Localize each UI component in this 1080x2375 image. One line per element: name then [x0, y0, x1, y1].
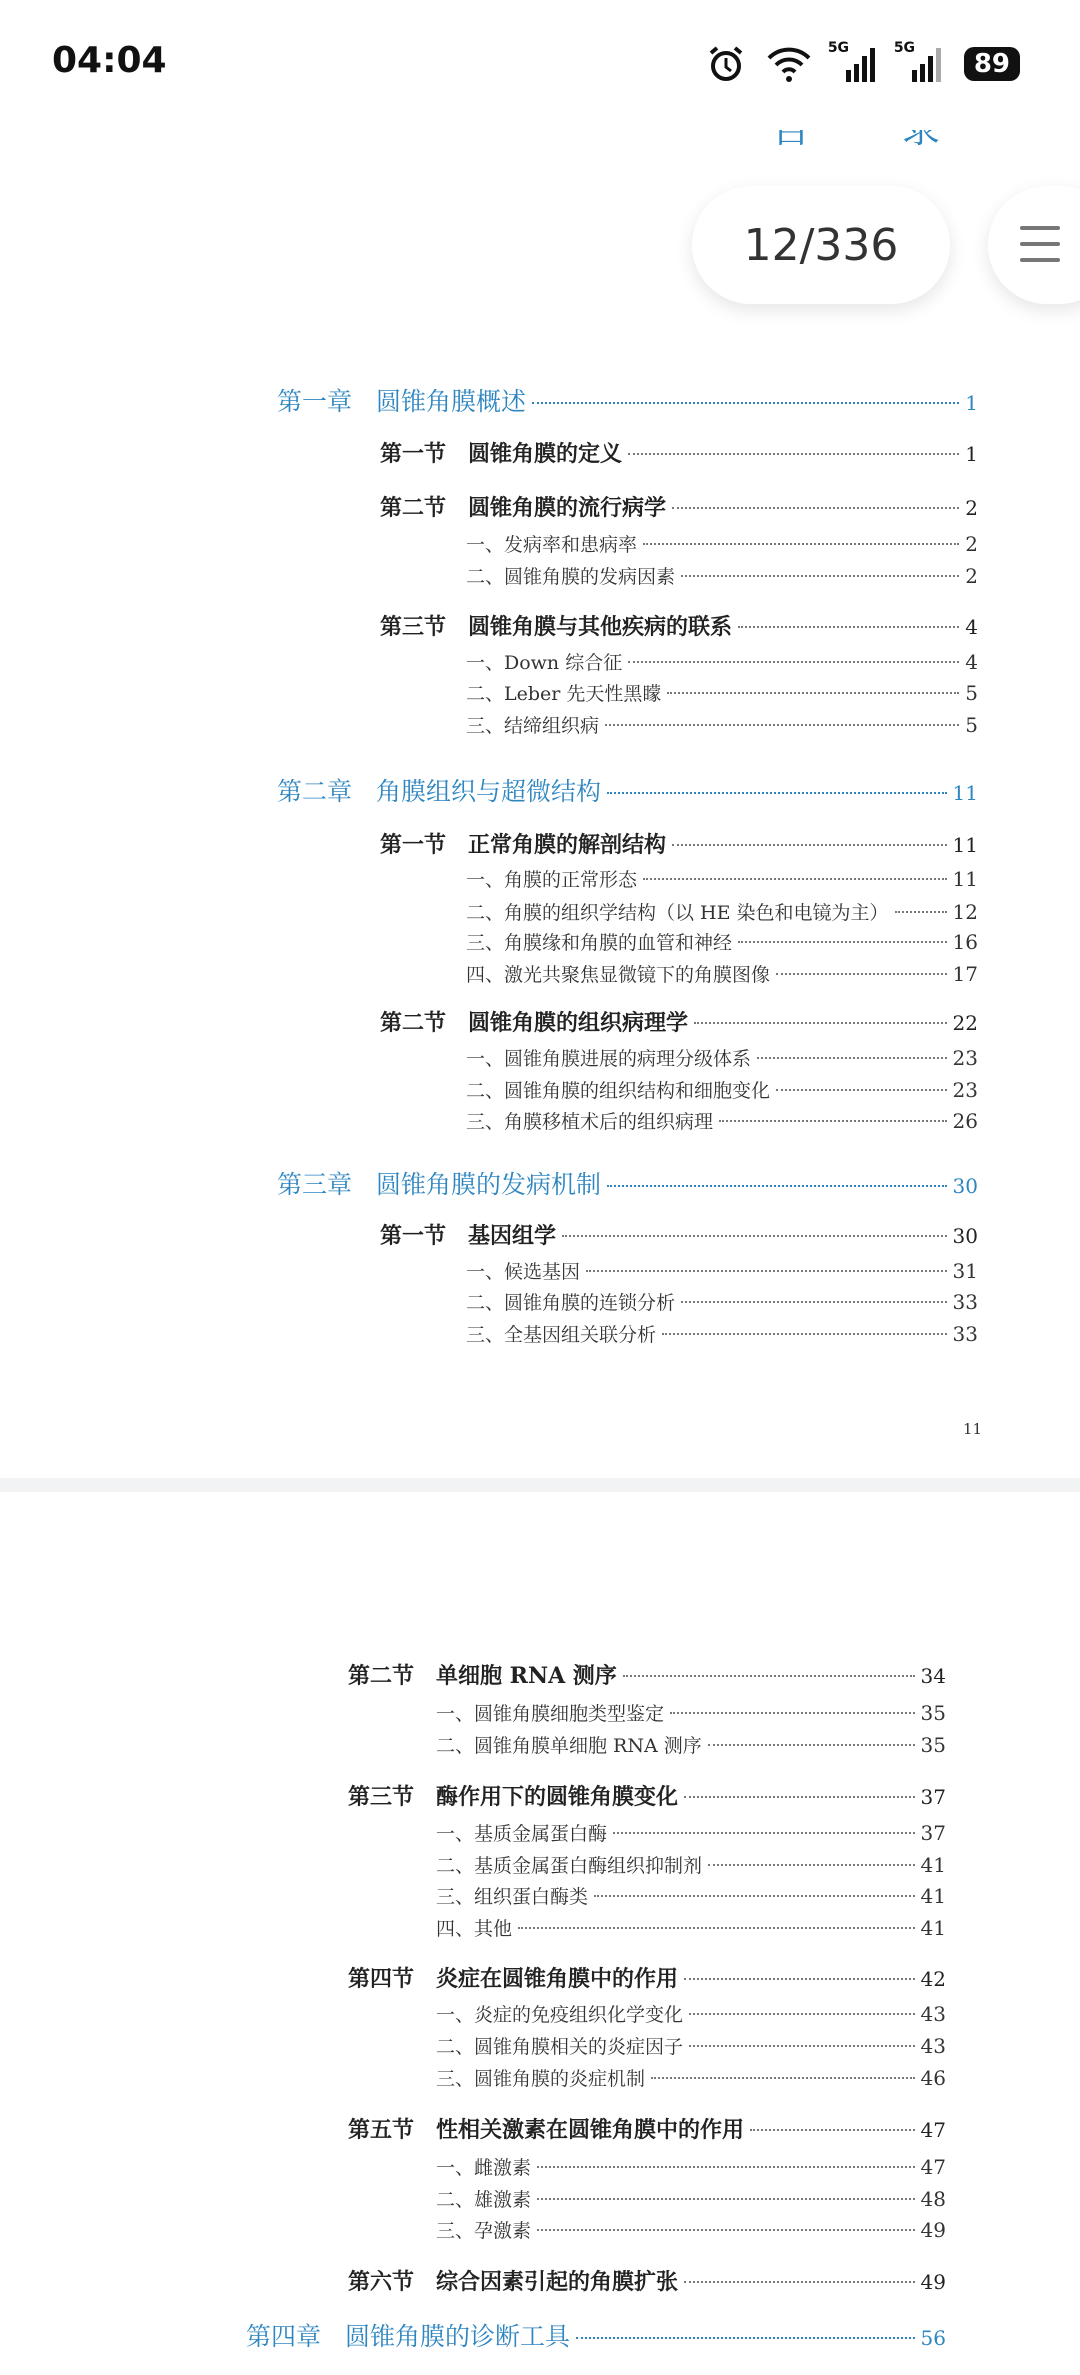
toc-entry-title: 二、Leber 先天性黑矇 — [466, 683, 662, 705]
toc-item[interactable] — [436, 2185, 946, 2212]
dotted-leader — [537, 2229, 915, 2231]
toc-entry-page: 23 — [952, 1046, 978, 1070]
toc-entry-title: 单细胞 RNA 测序 — [436, 1663, 617, 1689]
dotted-leader — [684, 1796, 915, 1798]
toc-entry-title: 正常角膜的解剖结构 — [468, 832, 667, 858]
toc-item[interactable] — [466, 960, 978, 987]
toc-entry-page: 22 — [952, 1011, 978, 1035]
signal-icon: 5G — [898, 44, 944, 84]
toc-entry-title: 基因组学 — [468, 1223, 557, 1249]
toc-entry-page: 11 — [952, 833, 978, 857]
signal-icon: 5G — [832, 44, 878, 84]
dotted-leader — [537, 2166, 915, 2168]
dotted-leader — [681, 1301, 947, 1303]
toc-entry-title: 一、发病率和患病率 — [466, 534, 638, 556]
dotted-leader — [576, 2337, 915, 2339]
dotted-leader — [694, 1022, 947, 1024]
dotted-leader — [670, 1712, 915, 1714]
toc-entry-title: 二、基质金属蛋白酶组织抑制剂 — [436, 1855, 703, 1877]
dotted-leader — [672, 507, 959, 509]
toc-entry-page: 4 — [965, 615, 978, 639]
dotted-leader — [757, 1057, 947, 1059]
toc-section[interactable] — [348, 2265, 946, 2296]
toc-item[interactable] — [436, 1882, 946, 1909]
toc-page-2[interactable] — [0, 1492, 1080, 2375]
dotted-leader — [643, 878, 947, 880]
toc-section[interactable] — [348, 2113, 946, 2144]
toc-entry-page: 2 — [965, 496, 978, 520]
dotted-leader — [895, 911, 947, 913]
toc-entry-number: 第四章 — [246, 2322, 322, 2351]
toc-section[interactable] — [348, 1659, 946, 1690]
toc-item[interactable] — [466, 1076, 978, 1103]
dotted-leader — [628, 453, 959, 455]
toc-entry-title: 酶作用下的圆锥角膜变化 — [436, 1784, 679, 1810]
toc-entry-title: 一、炎症的免疫组织化学变化 — [436, 2004, 684, 2026]
toc-entry-page: 41 — [920, 1916, 946, 1940]
toc-entry-title: 一、候选基因 — [466, 1261, 581, 1283]
toc-entry-page: 41 — [920, 1884, 946, 1908]
dotted-leader — [719, 1120, 947, 1122]
toc-section[interactable] — [348, 1962, 946, 1993]
page-footer-number: 11 — [963, 1420, 983, 1438]
toc-entry-title: 二、雄激素 — [436, 2189, 532, 2211]
toc-entry-title: 四、其他 — [436, 1918, 513, 1940]
toc-item[interactable] — [466, 530, 978, 557]
toc-entry-title: 三、组织蛋白酶类 — [436, 1886, 589, 1908]
dotted-leader — [738, 941, 947, 943]
dotted-leader — [651, 2077, 915, 2079]
toc-entry-page: 34 — [920, 1664, 946, 1688]
dotted-leader — [607, 1185, 947, 1187]
toc-entry-page: 46 — [920, 2066, 946, 2090]
dotted-leader — [689, 2013, 915, 2015]
toc-item[interactable] — [466, 1320, 978, 1347]
toc-entry-title: 一、Down 综合征 — [466, 652, 623, 674]
toc-entry-page: 17 — [952, 962, 978, 986]
toc-entry-title: 三、全基因组关联分析 — [466, 1324, 657, 1346]
toc-item[interactable] — [436, 2000, 946, 2027]
toc-chapter[interactable] — [277, 772, 978, 808]
toc-chapter[interactable] — [246, 2317, 946, 2353]
toc-entry-page: 56 — [920, 2326, 946, 2350]
dotted-leader — [643, 543, 959, 545]
toc-entry-page: 23 — [952, 1078, 978, 1102]
dotted-leader — [681, 575, 959, 577]
dotted-leader — [708, 1744, 915, 1746]
toc-item[interactable] — [466, 648, 978, 675]
dotted-leader — [607, 792, 947, 794]
toc-entry-title: 性相关激素在圆锥角膜中的作用 — [436, 2117, 745, 2143]
toc-entry-number: 第一节 — [380, 1223, 447, 1249]
dotted-leader — [708, 1864, 915, 1866]
toc-item[interactable] — [466, 898, 978, 925]
dotted-leader — [613, 1832, 915, 1834]
toc-item[interactable] — [436, 2216, 946, 2243]
toc-entry-title: 圆锥角膜的流行病学 — [468, 495, 667, 521]
toc-entry-number: 第一节 — [380, 441, 447, 467]
dotted-leader — [776, 1089, 947, 1091]
toc-entry-page: 30 — [952, 1174, 978, 1198]
toc-entry-page: 1 — [965, 391, 978, 415]
page-indicator[interactable]: 12/336 — [692, 186, 950, 304]
toc-item[interactable] — [466, 865, 978, 892]
toc-chapter[interactable] — [277, 1165, 978, 1201]
status-time: 04:04 — [52, 40, 167, 81]
toc-item[interactable] — [466, 711, 978, 738]
toc-entry-page: 33 — [952, 1290, 978, 1314]
toc-entry-page: 16 — [952, 930, 978, 954]
toc-entry-title: 三、结缔组织病 — [466, 715, 600, 737]
battery-icon: 89 — [964, 47, 1020, 81]
toc-entry-page: 2 — [965, 564, 978, 588]
toc-section[interactable] — [380, 1219, 978, 1250]
dotted-leader — [623, 1675, 915, 1677]
toc-entry-page: 2 — [965, 532, 978, 556]
toc-entry-title: 圆锥角膜的发病机制 — [376, 1170, 602, 1199]
toc-item[interactable] — [466, 1257, 978, 1284]
status-bar — [0, 0, 1080, 130]
dotted-leader — [532, 402, 959, 404]
toc-entry-page: 41 — [920, 1853, 946, 1877]
dotted-leader — [738, 626, 959, 628]
toc-entry-title: 角膜组织与超微结构 — [376, 777, 602, 806]
toc-item[interactable] — [436, 1914, 946, 1941]
toc-item[interactable] — [466, 928, 978, 955]
dotted-leader — [689, 2045, 915, 2047]
toc-entry-page: 48 — [920, 2187, 946, 2211]
dotted-leader — [628, 661, 959, 663]
dotted-leader — [586, 1270, 947, 1272]
toc-section[interactable] — [380, 610, 978, 641]
toc-section[interactable] — [380, 437, 978, 468]
toc-section[interactable] — [380, 1006, 978, 1037]
dotted-leader — [594, 1895, 915, 1897]
toc-entry-title: 二、圆锥角膜的发病因素 — [466, 566, 676, 588]
toc-entry-title: 圆锥角膜概述 — [376, 387, 527, 416]
toc-entry-title: 一、圆锥角膜进展的病理分级体系 — [466, 1048, 752, 1070]
toc-entry-page: 30 — [952, 1224, 978, 1248]
toc-entry-page: 49 — [920, 2218, 946, 2242]
toc-entry-page: 42 — [920, 1967, 946, 1991]
toc-section[interactable] — [380, 491, 978, 522]
toc-entry-title: 圆锥角膜的诊断工具 — [345, 2322, 571, 2351]
toc-entry-number: 第二章 — [277, 777, 353, 806]
toc-item[interactable] — [436, 2064, 946, 2091]
menu-icon — [1020, 226, 1060, 262]
toc-entry-title: 一、圆锥角膜细胞类型鉴定 — [436, 1703, 665, 1725]
toc-entry-page: 5 — [965, 713, 978, 737]
toc-entry-page: 33 — [952, 1322, 978, 1346]
toc-entry-number: 第二节 — [348, 1663, 415, 1689]
toc-item[interactable] — [466, 1288, 978, 1315]
dotted-leader — [776, 973, 947, 975]
dotted-leader — [605, 724, 959, 726]
toc-entry-title: 圆锥角膜的组织病理学 — [468, 1010, 689, 1036]
dotted-leader — [684, 2281, 915, 2283]
toc-entry-number: 第一章 — [277, 387, 353, 416]
toc-entry-number: 第一节 — [380, 832, 447, 858]
toc-entry-title: 二、圆锥角膜相关的炎症因子 — [436, 2036, 684, 2058]
toc-item[interactable] — [436, 1731, 946, 1758]
toc-entry-title: 三、角膜移植术后的组织病理 — [466, 1111, 714, 1133]
toc-entry-title: 三、孕激素 — [436, 2220, 532, 2242]
toc-entry-title: 四、激光共聚焦显微镜下的角膜图像 — [466, 964, 771, 986]
toc-item[interactable] — [436, 1819, 946, 1846]
toc-entry-page: 47 — [920, 2118, 946, 2142]
toc-entry-title: 二、圆锥角膜的连锁分析 — [466, 1292, 676, 1314]
toc-entry-number: 第二节 — [380, 495, 447, 521]
toc-entry-page: 43 — [920, 2002, 946, 2026]
dotted-leader — [667, 692, 959, 694]
alarm-icon — [706, 44, 746, 84]
toc-item[interactable] — [436, 2153, 946, 2180]
toc-entry-title: 二、角膜的组织学结构（以 HE 染色和电镜为主） — [466, 902, 889, 924]
toc-entry-page: 43 — [920, 2034, 946, 2058]
toc-entry-page: 4 — [965, 650, 978, 674]
toc-entry-number: 第六节 — [348, 2269, 415, 2295]
dotted-leader — [518, 1927, 915, 1929]
toc-item[interactable] — [466, 1044, 978, 1071]
toc-entry-page: 11 — [952, 781, 978, 805]
toc-entry-number: 第二节 — [380, 1010, 447, 1036]
toc-item[interactable] — [466, 679, 978, 706]
toc-entry-page: 35 — [920, 1701, 946, 1725]
dotted-leader — [672, 844, 947, 846]
toc-entry-title: 圆锥角膜的定义 — [468, 441, 623, 467]
toc-entry-page: 5 — [965, 681, 978, 705]
toc-entry-page: 49 — [920, 2270, 946, 2294]
toc-chapter[interactable] — [277, 382, 978, 418]
toc-entry-number: 第五节 — [348, 2117, 415, 2143]
toc-item[interactable] — [466, 1107, 978, 1134]
toc-entry-title: 二、圆锥角膜单细胞 RNA 测序 — [436, 1735, 702, 1757]
toc-entry-page: 12 — [952, 900, 978, 924]
status-icons — [706, 40, 1020, 88]
toc-entry-title: 炎症在圆锥角膜中的作用 — [436, 1966, 679, 1992]
toc-entry-page: 47 — [920, 2155, 946, 2179]
toc-entry-title: 综合因素引起的角膜扩张 — [436, 2269, 679, 2295]
toc-item[interactable] — [436, 2032, 946, 2059]
toc-entry-page: 11 — [952, 867, 978, 891]
toc-entry-number: 第四节 — [348, 1966, 415, 1992]
dotted-leader — [662, 1333, 947, 1335]
toc-entry-page: 37 — [920, 1821, 946, 1845]
toc-entry-page: 31 — [952, 1259, 978, 1283]
toc-section[interactable] — [380, 828, 978, 859]
dotted-leader — [684, 1978, 915, 1980]
wifi-icon — [766, 44, 812, 84]
toc-entry-page: 1 — [965, 442, 978, 466]
toc-section[interactable] — [348, 1780, 946, 1811]
toc-entry-title: 一、雌激素 — [436, 2157, 532, 2179]
toc-item[interactable] — [436, 1699, 946, 1726]
toc-entry-title: 圆锥角膜与其他疾病的联系 — [468, 614, 733, 640]
dotted-leader — [562, 1235, 947, 1237]
toc-entry-title: 二、圆锥角膜的组织结构和细胞变化 — [466, 1080, 771, 1102]
toc-entry-page: 26 — [952, 1109, 978, 1133]
toc-entry-title: 三、圆锥角膜的炎症机制 — [436, 2068, 646, 2090]
toc-entry-title: 一、角膜的正常形态 — [466, 869, 638, 891]
toc-entry-title: 三、角膜缘和角膜的血管和神经 — [466, 932, 733, 954]
toc-entry-number: 第三节 — [348, 1784, 415, 1810]
toc-entry-title: 一、基质金属蛋白酶 — [436, 1823, 608, 1845]
toc-item[interactable] — [466, 562, 978, 589]
toc-entry-number: 第三章 — [277, 1170, 353, 1199]
dotted-leader — [750, 2129, 915, 2131]
toc-entry-page: 37 — [920, 1785, 946, 1809]
page-divider — [0, 1478, 1080, 1492]
dotted-leader — [537, 2198, 915, 2200]
toc-entry-number: 第三节 — [380, 614, 447, 640]
toc-entry-page: 35 — [920, 1733, 946, 1757]
toc-item[interactable] — [436, 1851, 946, 1878]
